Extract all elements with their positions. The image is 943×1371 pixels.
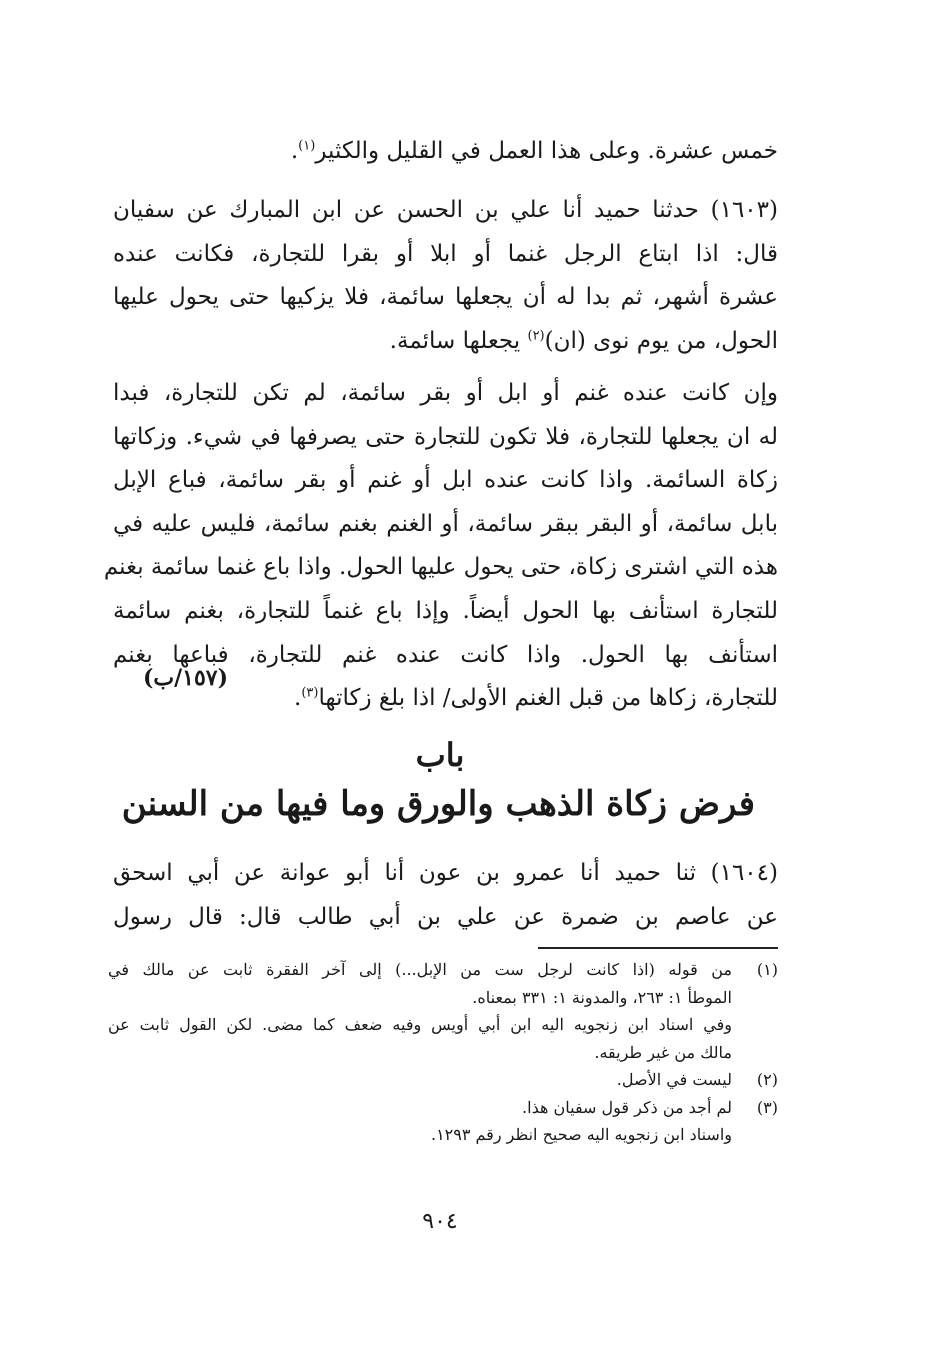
paragraph-1604 — [113, 852, 778, 939]
chapter-title: فرض زكاة الذهب والورق وما فيها من السنن — [121, 784, 755, 824]
paragraph-1 — [113, 130, 778, 174]
text-line: هذه التي اشترى زكاة، حتى يحول عليها الحول. واذا باع غنما سائمة بغنم — [103, 554, 778, 581]
text-line: وإن كانت عنده غنم أو ابل أو بقر سائمة، لم تكن للتجارة، فبدا — [113, 380, 778, 406]
footnote-body — [108, 1066, 732, 1094]
footnote-line: وفي اسناد ابن زنجويه اليه ابن أبي أويس وفيه ضعف كما مضى. لكن القول ثابت عن — [108, 1015, 732, 1034]
footnote-line: لم أجد من ذكر قول سفيان هذا. — [522, 1097, 732, 1117]
footnote-line: واسناد ابن زنجويه اليه صحيح انظر رقم ١٢٩٣. — [430, 1125, 732, 1144]
footnotes — [108, 956, 778, 1149]
text-line: خمس عشرة. وعلى هذا العمل في القليل والكثير$^{(١)}$. — [290, 138, 778, 164]
footnote-number: (١) — [756, 960, 778, 979]
footnote-line: من قوله (اذا كانت لرجل ست من الإبل...) إلى آخر الفقرة ثابت عن مالك في — [108, 960, 732, 979]
footnote-line: مالك من غير طريقه. — [594, 1042, 732, 1062]
footnote-marker[interactable]: (٣) — [301, 685, 319, 701]
page-number: ٩٠٤ — [422, 1209, 458, 1234]
footnote-separator — [538, 947, 778, 949]
footnote-line: الموطأ ١: ٢٦٣، والمدونة ١: ٣٣١ بمعناه. — [472, 987, 732, 1007]
text-line: للتجارة، زكاها من قبل الغنم الأولى/ اذا بلغ زكاتها$^{(٣)}$. — [294, 685, 778, 712]
paragraph-1603 — [113, 189, 778, 363]
footnote-1 — [108, 956, 778, 1066]
text-line: (١٦٠٤) ثنا حميد أنا عمرو بن عون أنا أبو عوانة عن أبي اسحق — [113, 860, 778, 886]
footnote-line: ليست في الأصل. — [616, 1070, 732, 1089]
footnote-number: (٢) — [756, 1070, 778, 1089]
text-line: للتجارة استأنف بها الحول أيضاً. وإذا باع غنماً للتجارة، بغنم سائمة — [113, 597, 778, 624]
footnote-body — [108, 1094, 732, 1149]
text-line: قال: اذا ابتاع الرجل غنما أو ابلا أو بقرا للتجارة، فكانت عنده — [113, 240, 778, 267]
chapter-label: باب — [415, 736, 465, 774]
text-line: بابل سائمة، أو البقر ببقر سائمة، أو الغنم بغنم سائمة، فليس عليه في — [113, 510, 778, 537]
text-line: (١٦٠٣) حدثنا حميد أنا علي بن الحسن عن ابن المبارك عن سفيان — [113, 197, 778, 223]
text-line: عشرة أشهر، ثم بدا له أن يجعلها سائمة، فلا يزكيها حتى يحول عليها — [113, 284, 778, 311]
footnote-body — [108, 956, 732, 1066]
text-line: استأنف بها الحول. واذا كانت عنده غنم للتجارة، فباعها بغنم — [113, 641, 778, 668]
manuscript-folio-marker: (١٥٧/ب) — [142, 665, 228, 691]
text-line: زكاة السائمة. واذا كانت عنده ابل أو غنم أو بقر سائمة، فباع الإبل — [113, 467, 778, 494]
footnote-marker[interactable]: (١) — [298, 138, 316, 154]
footnote-marker[interactable]: (٢) — [527, 328, 545, 344]
text-line: له ان يجعلها للتجارة، فلا تكون للتجارة حتى يصرفها في شيء. وزكاتها — [113, 423, 778, 450]
footnote-number: (٣) — [756, 1097, 778, 1117]
footnote-3 — [108, 1094, 778, 1149]
text-line: الحول، من يوم نوى (ان)$^{(٢)}$ يجعلها سائمة. — [389, 327, 778, 354]
footnote-2 — [108, 1066, 778, 1094]
text-line: عن عاصم بن ضمرة عن علي بن أبي طالب قال: قال رسول — [113, 903, 778, 930]
